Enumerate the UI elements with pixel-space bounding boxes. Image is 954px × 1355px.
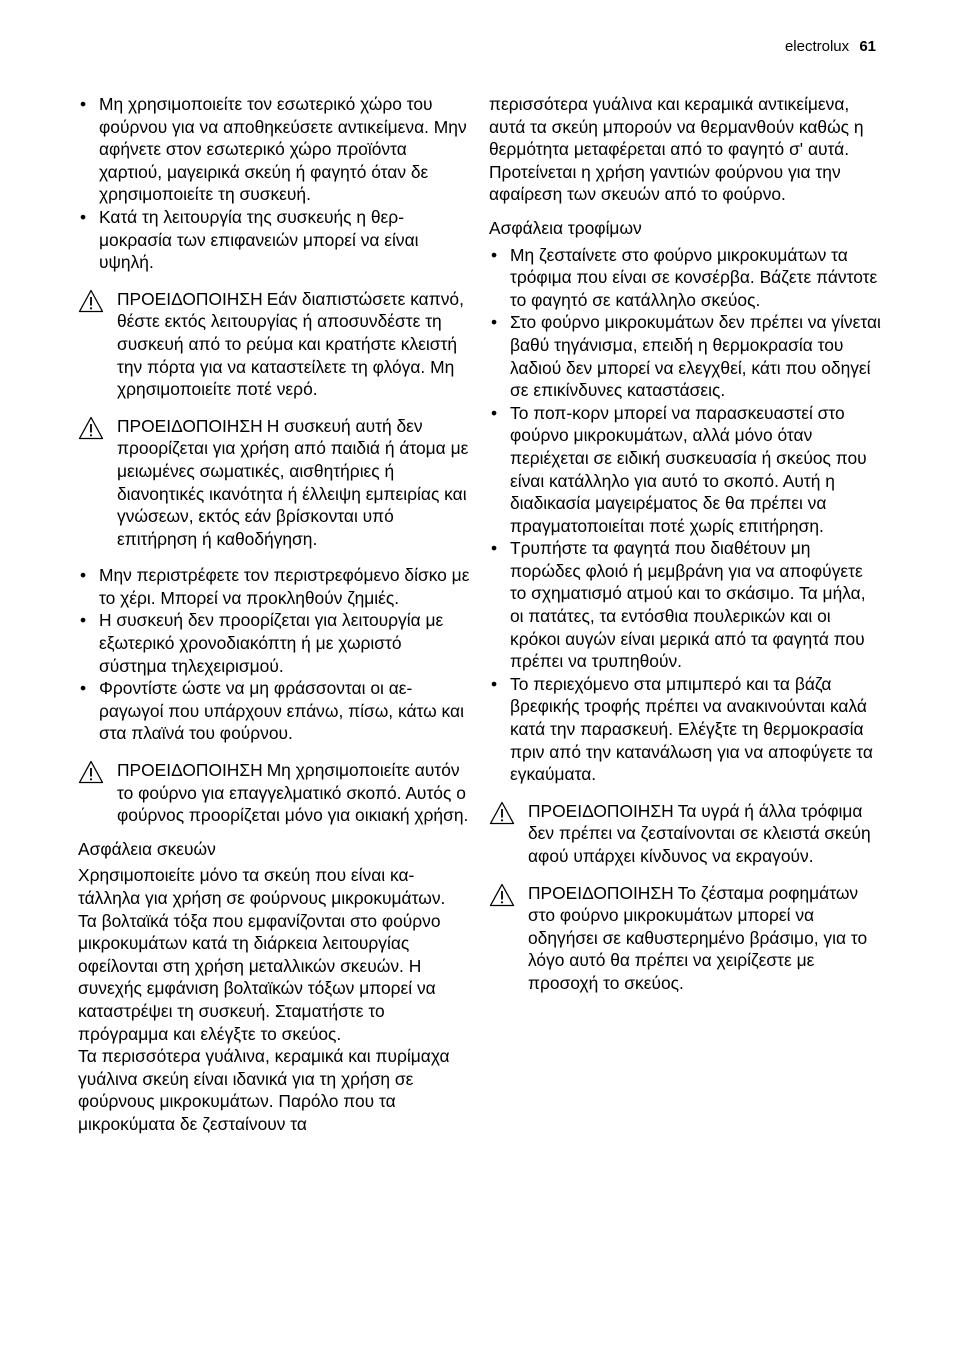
brand-name: electrolux xyxy=(784,38,850,55)
warning-keyword: ΠΡΟΕΙΔΟΠΟΙΗΣΗ xyxy=(528,800,674,821)
list-item: • Μην περιστρέφετε τον περιστρεφόμενο δίσκο με το χέρι. Μπορεί να προκληθούν ζημιές. xyxy=(78,564,470,609)
paragraph: Χρησιμοποιείτε μόνο τα σκεύη που είναι κατάλληλα για χρήση σε φούρνους μικροκυμάτων. xyxy=(78,865,446,908)
bullet-list-food xyxy=(489,244,881,786)
paragraph: Τα περισσότερα γυάλινα, κεραμικά και πυρίμαχα γυάλινα σκεύη είναι ιδανικά για τη χρήση σε φούρνους μικροκυμάτων. Παρόλο που τα μικροκύματα δε ζεσταίνουν τα xyxy=(78,1046,450,1134)
paragraph-continuation: περισσότερα γυάλινα και κεραμικά αντικείμενα, αυτά τα σκεύη μπορούν να θερμανθούν καθώς η θερμότητα μεταφέρεται από το φαγητό σ' αυτά. Προτείνεται η χρήση γαντιών φούρνου για την αφαίρεση των σκευών από το φούρνο. xyxy=(489,94,864,205)
section-title-food-safety: Ασφάλεια τροφίμων xyxy=(489,217,642,238)
section-title-cookware-safety: Ασφάλεια σκευών xyxy=(78,838,216,859)
warning-triangle-icon xyxy=(78,416,104,440)
warning-professional-use xyxy=(78,759,470,827)
page-header xyxy=(785,38,876,56)
list-item: • Στο φούρνο μικροκυμάτων δεν πρέπει να γίνεται βαθύ τηγάνισμα, επειδή η θερμοκρασία του λαδιού δεν μπορεί να ελεγχθεί, κάτι που οδηγεί σε επικίνδυνες καταστάσεις. xyxy=(489,311,881,401)
paragraph: Τα βολταϊκά τόξα που εμφανίζονται στο φούρνο μικροκυμάτων κατά τη διάρκεια λειτουργίας οφείλονται στη χρήση μεταλλικών σκευών. Η συνεχής εμφάνιση βολταϊκών τόξων μπορεί να καταστρέψει τη συσκευή. Σταματήστε το πρόγραμμα και ελέγξτε το σκεύος. xyxy=(78,910,441,1044)
warning-text: Εάν διαπιστώσετε καπνό, θέστε εκτός λειτουργίας ή αποσυνδέστε τη συσκευή από το ρεύμα και κρατήστε κλειστή την πόρτα για να καταστείλετε τη φλόγα. Μη χρησιμοποιείτε ποτέ νερό. xyxy=(117,288,464,400)
left-column xyxy=(78,93,470,1136)
warning-triangle-icon xyxy=(78,289,104,313)
list-item: • Φροντίστε ώστε να μη φράσσονται οι αεραγωγοί που υπάρχουν επάνω, πίσω, κάτω και στα πλαϊνά του φούρνου. xyxy=(78,677,470,745)
warning-triangle-icon xyxy=(489,801,515,825)
bullet-list-usage xyxy=(78,564,470,745)
warning-keyword: ΠΡΟΕΙΔΟΠΟΙΗΣΗ xyxy=(117,415,263,436)
list-item: • Μη ζεσταίνετε στο φούρνο μικροκυμάτων τα τρόφιμα που είναι σε κονσέρβα. Βάζετε πάντοτε το φαγητό σε κατάλληλο σκεύος. xyxy=(489,244,881,312)
warning-keyword: ΠΡΟΕΙΔΟΠΟΙΗΣΗ xyxy=(528,882,674,903)
bullet-list-storage xyxy=(78,93,470,274)
list-item: • Μη χρησιμοποιείτε τον εσωτερικό χώρο του φούρνου για να αποθηκεύσετε αντικείμενα. Μην αφήνετε στον εσωτερικό χώρο προϊόντα χαρτιού, μαγειρικά σκεύη ή φαγητό όταν δε χρησιμοποιείτε τη συσκευή. xyxy=(78,93,470,206)
warning-triangle-icon xyxy=(489,883,515,907)
warning-text: Η συσκευή αυτή δεν προορίζεται για χρήση από παιδιά ή άτομα με μειωμένες σωματικές, αισθητήριες ή διανοητικές ικανότητα ή έλλειψη εμπειρίας και γνώσεων, εκτός εάν βρίσκονται υπό επιτήρηση ή καθοδήγηση. xyxy=(117,415,469,549)
list-item: • Τρυπήστε τα φαγητά που διαθέτουν μη πορώδες φλοιό ή μεμβράνη για να αποφύγετε το σχηματισμό ατμού και το σκάσιμο. Τα μήλα, οι πατάτες, τα εντόσθια πουλερικών και οι κρόκοι αυγών είναι μερικά από τα φαγητά που πρέπει να τρυπηθούν. xyxy=(489,537,881,673)
warning-closed-containers xyxy=(489,800,881,868)
warning-triangle-icon xyxy=(78,760,104,784)
list-item: • Κατά τη λειτουργία της συσκευής η θερμοκρασία των επιφανειών μπορεί να είναι υψηλή. xyxy=(78,206,470,274)
warning-keyword: ΠΡΟΕΙΔΟΠΟΙΗΣΗ xyxy=(117,760,263,781)
warning-text: Μη χρησιμοποιείτε αυτόν το φούρνο για επαγγελματικό σκοπό. Αυτός ο φούρνος προορίζεται μόνο για οικιακή χρήση. xyxy=(117,760,469,826)
list-item: • Το περιεχόμενο στα μπιμπερό και τα βάζα βρεφικής τροφής πρέπει να ανακινούνται καλά κατά την παρασκευή. Ελέγξτε τη θερμοκρασία πριν από την κατανάλωση για να αποφύγετε τα εγκαύματα. xyxy=(489,673,881,786)
warning-keyword: ΠΡΟΕΙΔΟΠΟΙΗΣΗ xyxy=(117,288,263,309)
right-column xyxy=(489,93,881,995)
warning-smoke xyxy=(78,288,470,401)
list-item: • Η συσκευή δεν προορίζεται για λειτουργία με εξωτερικό χρονοδιακόπτη ή με χωριστό σύστημα τηλεχειρισμού. xyxy=(78,609,470,677)
warning-text: Το ζέσταμα ροφημάτων στο φούρνο μικροκυμάτων μπορεί να οδηγήσει σε καθυστερημένο βράσιμο, για το λόγο αυτό θα πρέπει να χειρίζεστε με προσοχή το σκεύος. xyxy=(528,882,868,993)
warning-delayed-boiling xyxy=(489,882,881,995)
page-number: 61 xyxy=(859,38,876,55)
list-item: • Το ποπ-κορν μπορεί να παρασκευαστεί στο φούρνο μικροκυμάτων, αλλά μόνο όταν περιέχεται σε ειδική συσκευασία ή σκεύος που είναι κατάλληλο για αυτό το σκοπό. Αυτή η διαδικασία μαγειρέματος δε θα πρέπει να πραγματοποιείται ποτέ χωρίς επιτήρηση. xyxy=(489,402,881,538)
warning-text: Τα υγρά ή άλλα τρόφιμα δεν πρέπει να ζεσταίνονται σε κλειστά σκεύη αφού υπάρχει κίνδυνος να εκραγούν. xyxy=(528,800,871,866)
warning-children xyxy=(78,415,470,551)
